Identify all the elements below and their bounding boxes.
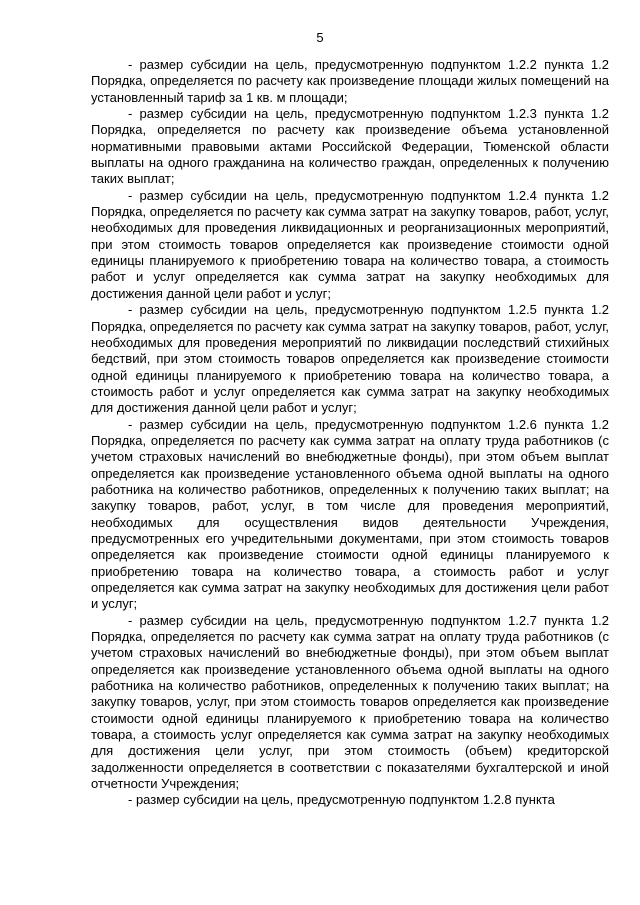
paragraph-subsidy-1-2-8: - размер субсидии на цель, предусмотренную подпунктом 1.2.8 пункта: [128, 792, 555, 808]
paragraph-subsidy-1-2-3: - размер субсидии на цель, предусмотренную подпунктом 1.2.3 пункта 1.2 Порядка, определяется по расчету как произведение объема установленной нормативными правовыми актами Российской Федерации, Тюменской области выплаты на одного гражданина на количество граждан, определенных к получению таких выплат;: [91, 106, 609, 187]
paragraph-subsidy-1-2-4: - размер субсидии на цель, предусмотренную подпунктом 1.2.4 пункта 1.2 Порядка, определяется по расчету как сумма затрат на закупку товаров, работ, услуг, необходимых для проведения ликвидационных и реорганизационных мероприятий, при этом стоимость товаров определяется как произведение стоимости одной единицы планируемого к приобретению товара на количество товара, а стоимость работ и услуг определяется как сумма затрат на закупку необходимых для достижения данной цели работ и услуг;: [91, 187, 609, 301]
paragraph-subsidy-1-2-2: - размер субсидии на цель, предусмотренную подпунктом 1.2.2 пункта 1.2 Порядка, определяется по расчету как произведение площади жилых помещений на установленный тариф за 1 кв. м площади;: [91, 57, 609, 105]
paragraph-subsidy-1-2-6: - размер субсидии на цель, предусмотренную подпунктом 1.2.6 пункта 1.2 Порядка, определяется по расчету как сумма затрат на оплату труда работников (с учетом страховых начислений во внебюджетные фонды), при этом объем выплат определяется как произведение установленного объема одной выплаты на одного работника на количество работников, определенных к получению таких выплат; на закупку товаров, работ, услуг, в том числе для проведения мероприятий, необходимых для осуществления видов деятельности Учреждения, предусмотренных его учредительными документами, при этом стоимость товаров определяется как произведение стоимости одной единицы планируемого к приобретению товара на количество товара, а стоимость работ и услуг определяется как сумма затрат на закупку необходимых для достижения цели работ и услуг;: [91, 416, 609, 612]
paragraph-subsidy-1-2-7: - размер субсидии на цель, предусмотренную подпунктом 1.2.7 пункта 1.2 Порядка, определяется по расчету как сумма затрат на оплату труда работников (с учетом страховых начислений во внебюджетные фонды), при этом объем выплат определяется как произведение установленного объема одной выплаты на одного работника на количество работников, определенных к получению таких выплат; на закупку товаров, услуг, при этом стоимость товаров определяется как произведение стоимости одной единицы планируемого к приобретению товара на количество товара, а стоимость услуг определяется как сумма затрат на закупку необходимых для достижения цели услуг, при этом стоимость (объем) кредиторской задолженности определяется в соответствии с показателями бухгалтерской и иной отчетности Учреждения;: [91, 612, 609, 792]
paragraph-subsidy-1-2-5: - размер субсидии на цель, предусмотренную подпунктом 1.2.5 пункта 1.2 Порядка, определяется по расчету как сумма затрат на закупку товаров, работ, услуг, необходимых для проведения мероприятий по ликвидации последствий стихийных бедствий, при этом стоимость товаров определяется как произведение стоимости одной единицы планируемого к приобретению товара на количество товара, а стоимость работ и услуг определяется как сумма затрат на закупку необходимых для достижения данной цели работ и услуг;: [91, 302, 609, 416]
document-body: [91, 57, 609, 809]
page-number: 5: [316, 30, 324, 45]
